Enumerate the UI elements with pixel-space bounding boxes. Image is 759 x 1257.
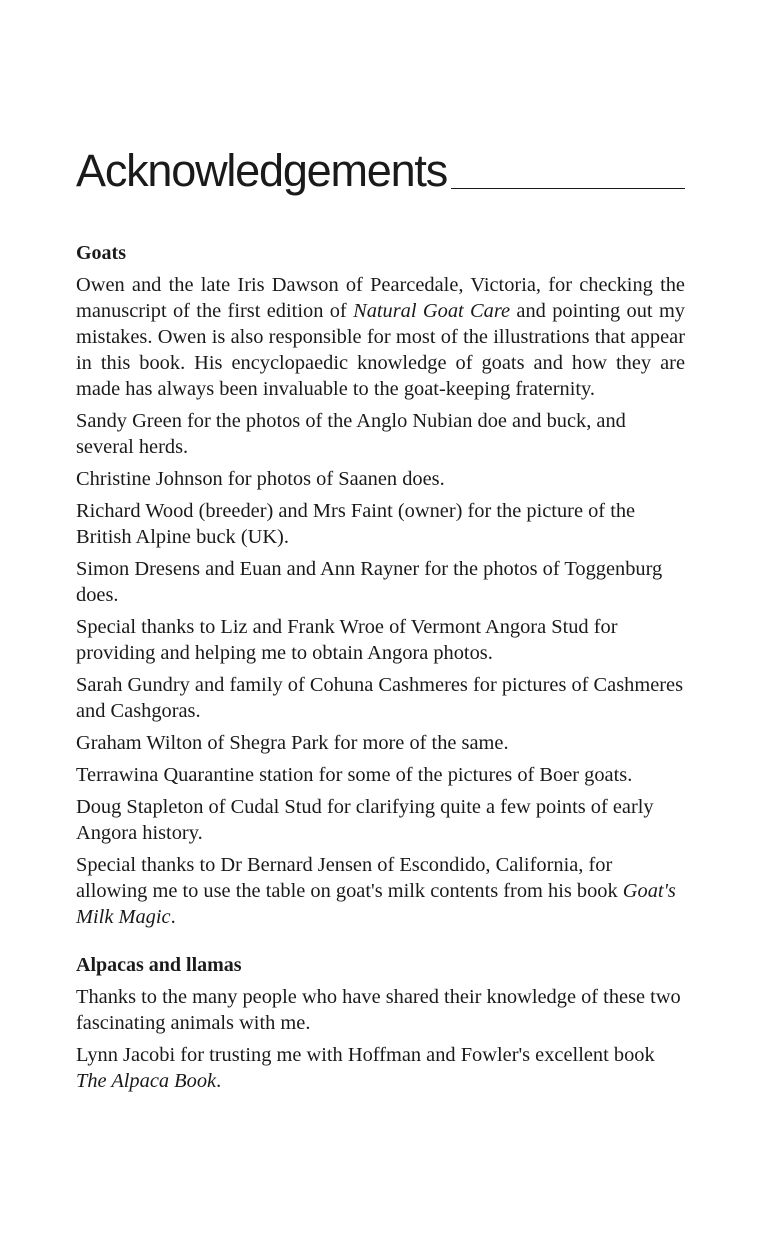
book-title-alpaca-book: The Alpaca Book: [76, 1070, 217, 1092]
paragraph-doug-stapleton: Doug Stapleton of Cudal Stud for clarifying quite a few points of early Angora history.: [76, 796, 654, 844]
page: [76, 140, 685, 1094]
section-heading-alpacas: Alpacas and llamas: [76, 954, 242, 976]
paragraph-many-people: Thanks to the many people who have shared their knowledge of these two fascinating animals with me.: [76, 986, 681, 1034]
section-alpacas: [76, 952, 685, 1094]
paragraph-text: Lynn Jacobi for trusting me with Hoffman and Fowler's excellent book: [76, 1044, 655, 1066]
paragraph-text: and pointing out my mistakes. Owen is also responsible for most of the illustrations that appear in this book. His encyclopaedic knowledge of goats and how they are made has always been invaluable to the goat-keeping fraternity.: [76, 300, 685, 400]
paragraph-simon-dresens: Simon Dresens and Euan and Ann Rayner for the photos of Toggenburg does.: [76, 558, 663, 606]
paragraph-lynn-jacobi: [76, 1042, 685, 1094]
paragraph-richard-wood: Richard Wood (breeder) and Mrs Faint (owner) for the picture of the British Alpine buck (UK).: [76, 500, 636, 548]
title-row: [76, 140, 685, 200]
paragraph-sarah-gundry: Sarah Gundry and family of Cohuna Cashmeres for pictures of Cashmeres and Cashgoras.: [76, 674, 684, 722]
page-title: Acknowledgements: [76, 148, 451, 193]
paragraph-text: Owen and the late Iris Dawson of Pearcedale, Victoria, for checking the manuscript of the first edition of: [76, 274, 685, 322]
book-title-goats-milk-magic: Goat's Milk Magic: [76, 880, 676, 928]
paragraph-wroe: Special thanks to Liz and Frank Wroe of Vermont Angora Stud for providing and helping me to obtain Angora photos.: [76, 616, 618, 664]
paragraph-terrawina: Terrawina Quarantine station for some of the pictures of Boer goats.: [76, 764, 633, 786]
paragraph-bernard-jensen: [76, 852, 685, 930]
paragraph-text: .: [170, 906, 176, 928]
paragraph-graham-wilton: Graham Wilton of Shegra Park for more of the same.: [76, 732, 509, 754]
paragraph-dawson: [76, 272, 685, 402]
paragraph-christine-johnson: Christine Johnson for photos of Saanen does.: [76, 468, 445, 490]
paragraph-text: .: [216, 1070, 222, 1092]
paragraph-sandy-green: Sandy Green for the photos of the Anglo Nubian doe and buck, and several herds.: [76, 410, 626, 458]
section-heading-goats: Goats: [76, 242, 126, 264]
paragraph-text: Special thanks to Dr Bernard Jensen of Escondido, California, for allowing me to use the table on goat's milk contents from his book: [76, 854, 623, 902]
section-goats: [76, 240, 685, 930]
book-title-natural-goat-care: Natural Goat Care: [353, 300, 511, 322]
